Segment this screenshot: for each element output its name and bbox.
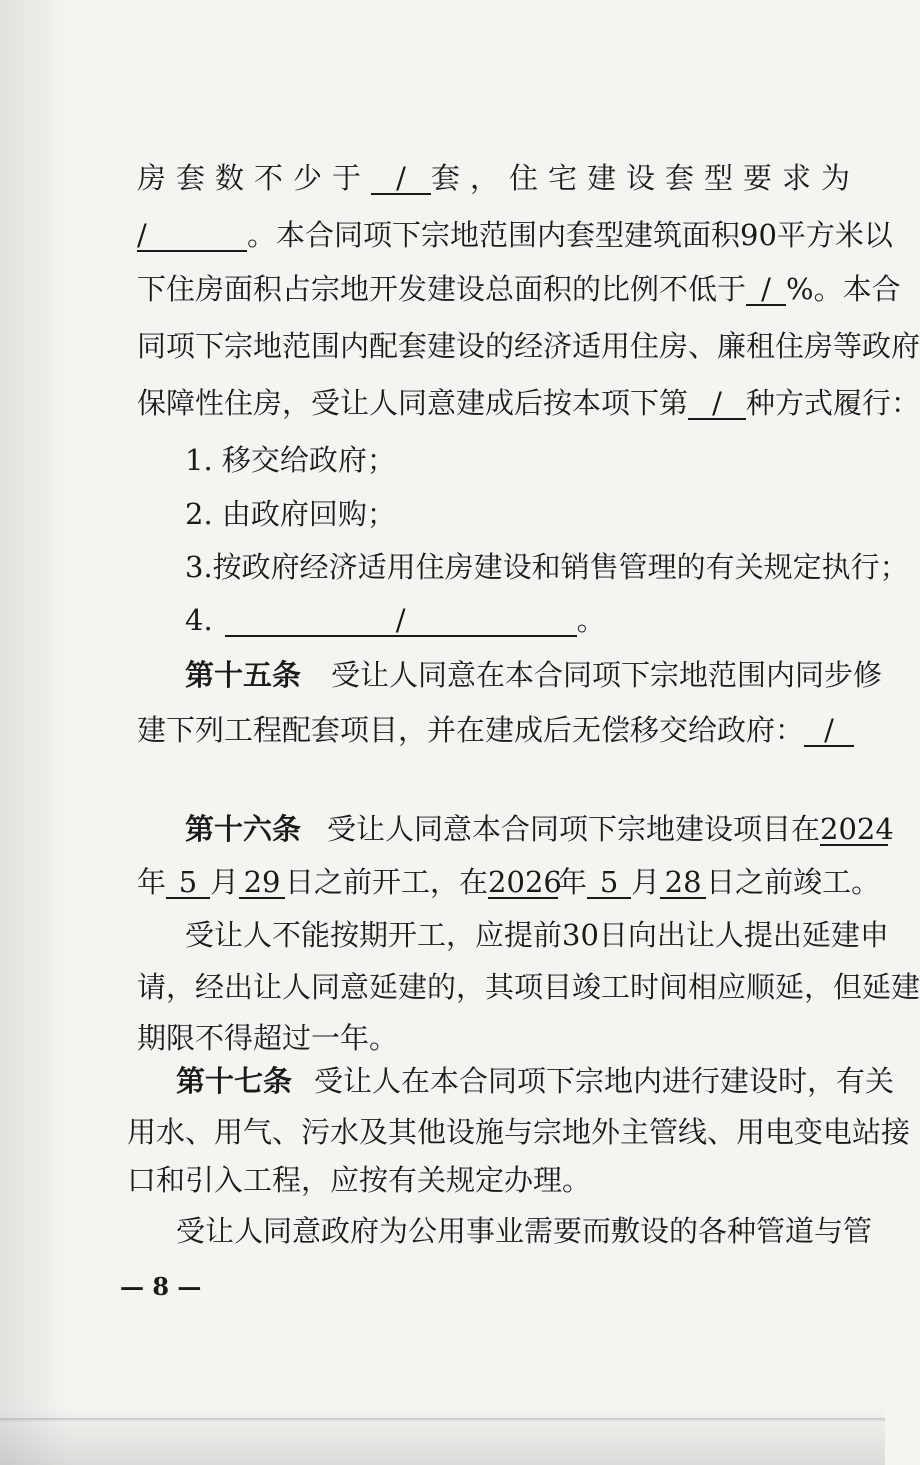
text: 受让人同意在本合同项下宗地范围内同步修 [331,658,883,692]
text: 月 [631,865,661,899]
text-line [137,269,901,309]
text: 请，经出让人同意延建的，其项目竣工时间相应顺延，但延建 [137,970,920,1004]
text: 受让人同意政府为公用事业需要而敷设的各种管道与管 [176,1214,873,1248]
text-line [185,915,889,955]
text: 受让人在本合同项下宗地内进行建设时，有关 [314,1064,895,1098]
blank-underline: / [371,163,431,195]
text: 年 [558,865,588,899]
text: 建下列工程配套项目，并在建成后无偿移交给政府： [137,713,805,747]
text-line [137,1018,398,1058]
option-item [185,494,396,534]
text: 种方式履行： [746,386,920,420]
scan-shadow-left [0,0,70,1465]
page-number: — 8 — [120,1272,202,1301]
text: 期限不得超过一年。 [137,1021,399,1055]
end-month: 5 [587,867,631,899]
text: 。本合同项下宗地范围内套型建筑面积90平方米以 [247,218,893,252]
text: 月 [210,865,240,899]
blank-underline: / [746,274,786,306]
text: 下住房面积占宗地开发建设总面积的比例不低于 [137,272,747,306]
text: 年 [137,865,167,899]
text: 日之前竣工。 [706,865,881,899]
text-line [137,158,860,198]
text: 套，住宅建设套型要求为 [431,161,861,195]
text: 受让人不能按期开工，应提前30日向出让人提出延建申 [185,918,889,952]
text: 3.按政府经济适用住房建设和销售管理的有关规定执行； [185,550,909,584]
text-line [127,1112,910,1152]
text: 同项下宗地范围内配套建设的经济适用住房、廉租住房等政府 [137,329,920,363]
option-item [185,547,909,587]
text-line [127,1160,591,1200]
text-line [176,1211,872,1251]
start-year: 2024 [820,812,894,846]
article-15-line [185,655,882,695]
blank-underline: / [804,715,854,747]
text: 房套数不少于 [137,161,372,195]
article-17-line [176,1061,894,1101]
text: %。本合 [786,272,901,306]
text-line [137,967,920,1007]
end-day: 28 [660,867,706,899]
blank-underline: / [137,220,247,252]
text: 1. 移交给政府； [185,443,396,477]
option-item [185,440,396,480]
text-line [137,215,893,255]
text-line [137,383,920,423]
text: 2. 由政府回购； [185,497,396,531]
start-month: 5 [166,867,210,899]
article-16-line [185,809,894,849]
start-day: 29 [239,867,285,899]
text: 口和引入工程，应按有关规定办理。 [127,1163,592,1197]
article-title: 第十五条 [185,658,302,692]
text-line [137,710,854,750]
end-year: 2026 [488,865,562,899]
scan-fold-line [0,1418,885,1422]
text: 保障性住房，受让人同意建成后按本项下第 [137,386,689,420]
text: 用水、用气、污水及其他设施与宗地外主管线、用电变电站接 [127,1115,911,1149]
article-title: 第十七条 [176,1064,293,1098]
blank-underline: / [225,605,577,637]
text: 。 [576,603,606,637]
text: 受让人同意本合同项下宗地建设项目在 [327,812,821,846]
text-line [137,326,920,366]
text-line [137,862,880,902]
option-item [185,600,606,640]
blank-underline: / [688,388,746,420]
text: 日之前开工，在 [285,865,489,899]
scan-shadow-bottom [0,1405,885,1465]
text: 4. [185,603,213,637]
article-title: 第十六条 [185,812,302,846]
